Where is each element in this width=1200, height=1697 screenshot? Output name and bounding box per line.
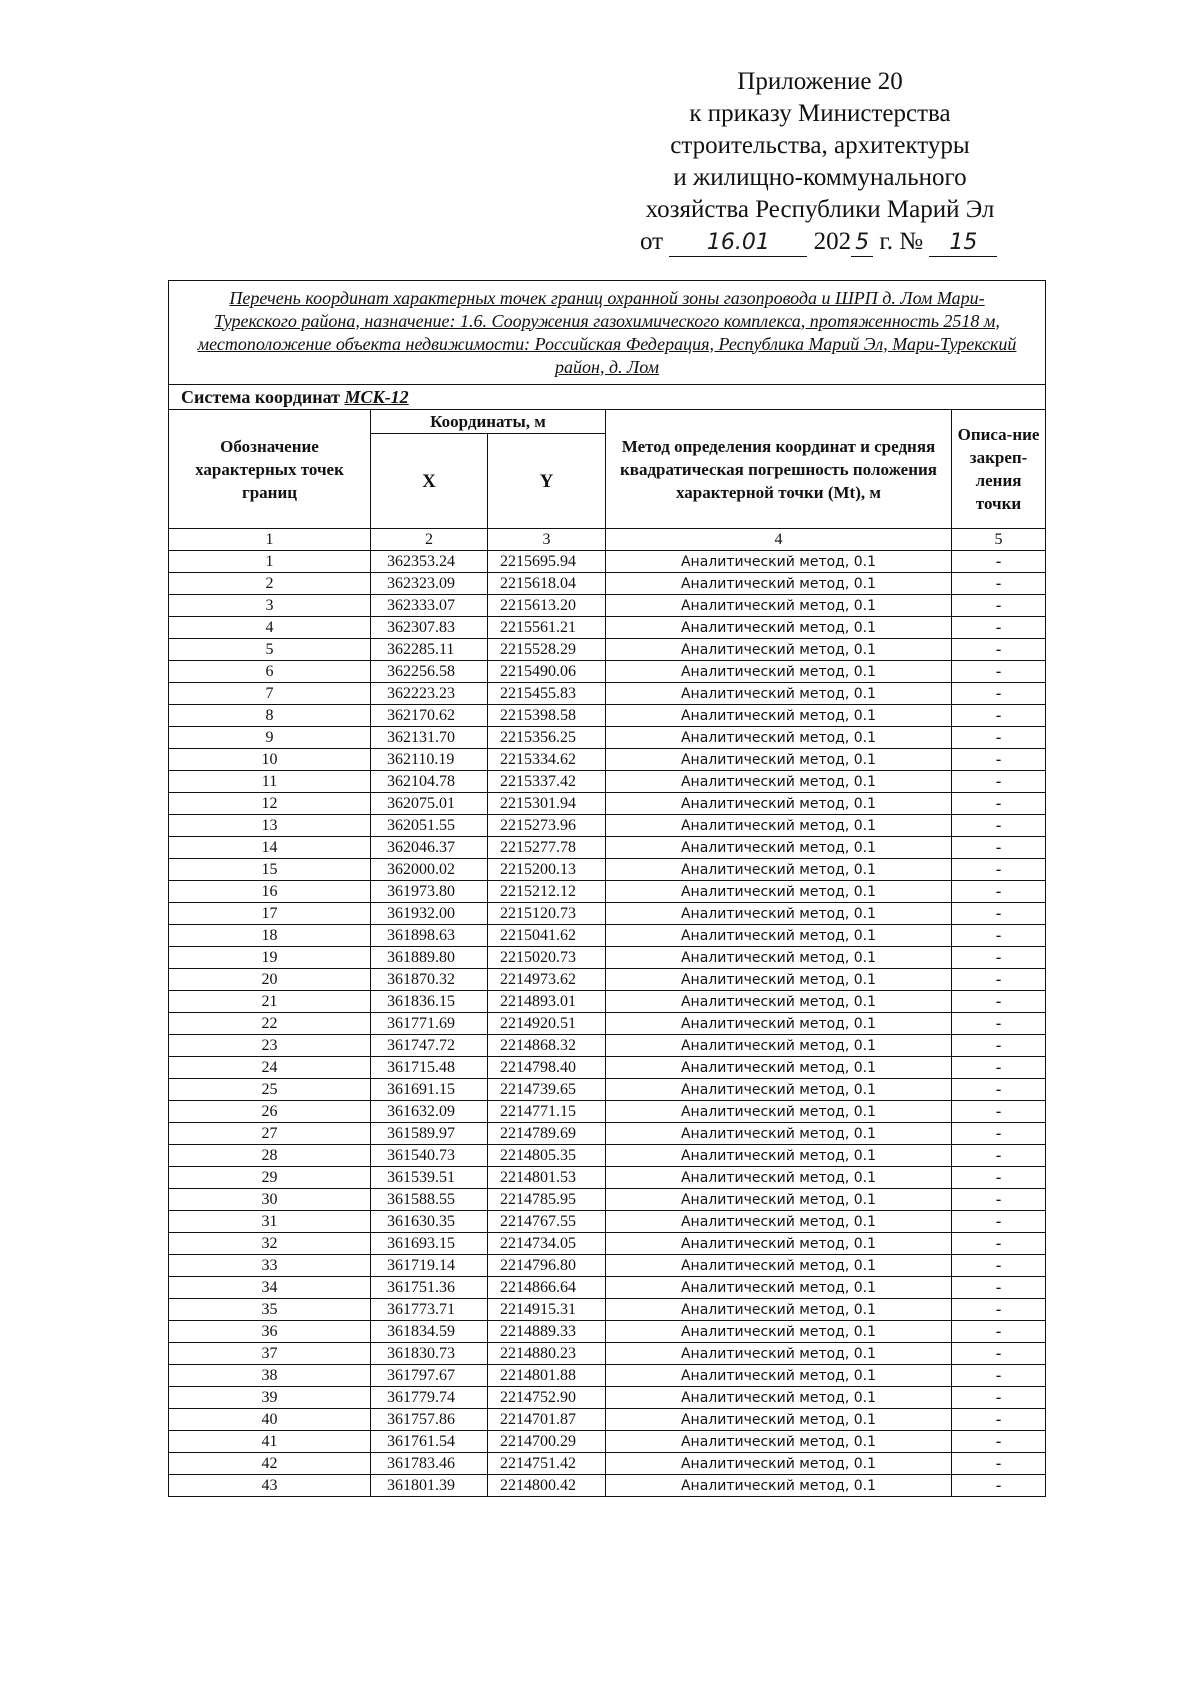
year-prefix: 202	[813, 228, 852, 255]
point-number: 13	[169, 815, 371, 837]
table-row	[169, 859, 1046, 881]
method-cell: Аналитический метод, 0.1	[606, 1365, 952, 1387]
method-cell: Аналитический метод, 0.1	[606, 1387, 952, 1409]
date-prefix: от	[640, 228, 664, 255]
description-cell: -	[952, 595, 1046, 617]
point-number: 40	[169, 1409, 371, 1431]
y-coordinate: 2215618.04	[488, 573, 606, 595]
system-value: МСК-12	[344, 386, 409, 407]
x-coordinate: 361761.54	[371, 1431, 488, 1453]
description-cell: -	[952, 1365, 1046, 1387]
point-number: 21	[169, 991, 371, 1013]
y-coordinate: 2214701.87	[488, 1409, 606, 1431]
description-cell: -	[952, 925, 1046, 947]
description-cell: -	[952, 1299, 1046, 1321]
handwritten-order-number: 15	[929, 230, 997, 257]
table-row	[169, 1167, 1046, 1189]
point-number: 31	[169, 1211, 371, 1233]
point-number: 1	[169, 551, 371, 573]
description-cell: -	[952, 1409, 1046, 1431]
description-cell: -	[952, 837, 1046, 859]
handwritten-date: 16.01	[669, 230, 807, 257]
y-coordinate: 2215212.12	[488, 881, 606, 903]
method-cell: Аналитический метод, 0.1	[606, 1013, 952, 1035]
y-coordinate: 2214973.62	[488, 969, 606, 991]
y-coordinate: 2214739.65	[488, 1079, 606, 1101]
description-cell: -	[952, 1453, 1046, 1475]
y-coordinate: 2215273.96	[488, 815, 606, 837]
header-line-ministry: строительства, архитектуры	[670, 132, 970, 159]
table-row	[169, 1365, 1046, 1387]
point-number: 20	[169, 969, 371, 991]
table-title: Перечень координат характерных точек границ охранной зоны газопровода и ШРП д. Лом Мари-Турекского района, назначение: 1.6. Сооружения газохимического комплекса, протяженность 2518 м, местоположение объекта недвижимости: Российская Федерация, Республика Марий Эл, Мари-Турекский район, д. Лом	[169, 281, 1046, 385]
x-coordinate: 362075.01	[371, 793, 488, 815]
y-coordinate: 2214920.51	[488, 1013, 606, 1035]
x-coordinate: 362223.23	[371, 683, 488, 705]
table-row	[169, 771, 1046, 793]
x-coordinate: 362110.19	[371, 749, 488, 771]
table-row	[169, 1387, 1046, 1409]
description-cell: -	[952, 727, 1046, 749]
table-row	[169, 1409, 1046, 1431]
y-coordinate: 2215200.13	[488, 859, 606, 881]
table-row	[169, 1453, 1046, 1475]
point-number: 17	[169, 903, 371, 925]
header-method: Метод определения координат и средняя квадратическая погрешность положения характерной точки (Mt), м	[606, 410, 952, 529]
x-coordinate: 361870.32	[371, 969, 488, 991]
method-cell: Аналитический метод, 0.1	[606, 1101, 952, 1123]
y-coordinate: 2215490.06	[488, 661, 606, 683]
y-coordinate: 2214915.31	[488, 1299, 606, 1321]
method-cell: Аналитический метод, 0.1	[606, 1255, 952, 1277]
y-coordinate: 2214805.35	[488, 1145, 606, 1167]
description-cell: -	[952, 947, 1046, 969]
point-number: 14	[169, 837, 371, 859]
method-cell: Аналитический метод, 0.1	[606, 793, 952, 815]
description-cell: -	[952, 1101, 1046, 1123]
header-line-order: к приказу Министерства	[689, 100, 951, 127]
table-row	[169, 1101, 1046, 1123]
point-number: 4	[169, 617, 371, 639]
y-coordinate: 2214868.32	[488, 1035, 606, 1057]
method-cell: Аналитический метод, 0.1	[606, 1453, 952, 1475]
description-cell: -	[952, 1277, 1046, 1299]
x-coordinate: 362353.24	[371, 551, 488, 573]
y-coordinate: 2215356.25	[488, 727, 606, 749]
point-number: 5	[169, 639, 371, 661]
header-line-appendix: Приложение 20	[737, 68, 903, 95]
description-cell: -	[952, 1079, 1046, 1101]
method-cell: Аналитический метод, 0.1	[606, 1211, 952, 1233]
table-row	[169, 1189, 1046, 1211]
method-cell: Аналитический метод, 0.1	[606, 859, 952, 881]
x-coordinate: 362323.09	[371, 573, 488, 595]
system-label: Система координат	[181, 386, 340, 407]
y-coordinate: 2214801.53	[488, 1167, 606, 1189]
y-coordinate: 2214880.23	[488, 1343, 606, 1365]
point-number: 36	[169, 1321, 371, 1343]
table-row	[169, 881, 1046, 903]
table-row	[169, 727, 1046, 749]
table-row	[169, 1321, 1046, 1343]
method-cell: Аналитический метод, 0.1	[606, 881, 952, 903]
point-number: 30	[169, 1189, 371, 1211]
method-cell: Аналитический метод, 0.1	[606, 617, 952, 639]
point-number: 18	[169, 925, 371, 947]
y-coordinate: 2215041.62	[488, 925, 606, 947]
point-number: 29	[169, 1167, 371, 1189]
x-coordinate: 361836.15	[371, 991, 488, 1013]
coordinate-system	[169, 385, 1046, 410]
method-cell: Аналитический метод, 0.1	[606, 705, 952, 727]
method-cell: Аналитический метод, 0.1	[606, 1475, 952, 1497]
point-number: 38	[169, 1365, 371, 1387]
x-coordinate: 361783.46	[371, 1453, 488, 1475]
table-row	[169, 1145, 1046, 1167]
x-coordinate: 362285.11	[371, 639, 488, 661]
y-coordinate: 2214866.64	[488, 1277, 606, 1299]
point-number: 6	[169, 661, 371, 683]
description-cell: -	[952, 793, 1046, 815]
column-number: 1	[169, 529, 371, 551]
point-number: 7	[169, 683, 371, 705]
description-cell: -	[952, 1431, 1046, 1453]
point-number: 28	[169, 1145, 371, 1167]
point-number: 23	[169, 1035, 371, 1057]
y-coordinate: 2215337.42	[488, 771, 606, 793]
description-cell: -	[952, 749, 1046, 771]
description-cell: -	[952, 1255, 1046, 1277]
description-cell: -	[952, 1321, 1046, 1343]
y-coordinate: 2215020.73	[488, 947, 606, 969]
point-number: 3	[169, 595, 371, 617]
column-number: 3	[488, 529, 606, 551]
method-cell: Аналитический метод, 0.1	[606, 1299, 952, 1321]
x-coordinate: 361801.39	[371, 1475, 488, 1497]
description-cell: -	[952, 1035, 1046, 1057]
x-coordinate: 361589.97	[371, 1123, 488, 1145]
x-coordinate: 362051.55	[371, 815, 488, 837]
method-cell: Аналитический метод, 0.1	[606, 1057, 952, 1079]
method-cell: Аналитический метод, 0.1	[606, 1233, 952, 1255]
table-row	[169, 1233, 1046, 1255]
description-cell: -	[952, 1167, 1046, 1189]
method-cell: Аналитический метод, 0.1	[606, 837, 952, 859]
year-suffix: г. №	[879, 228, 924, 255]
x-coordinate: 361973.80	[371, 881, 488, 903]
point-number: 35	[169, 1299, 371, 1321]
description-cell: -	[952, 639, 1046, 661]
method-cell: Аналитический метод, 0.1	[606, 727, 952, 749]
table-row	[169, 947, 1046, 969]
table-row	[169, 551, 1046, 573]
coordinates-table	[168, 280, 1046, 1497]
header-date-line	[590, 226, 1050, 258]
method-cell: Аналитический метод, 0.1	[606, 749, 952, 771]
point-number: 37	[169, 1343, 371, 1365]
description-cell: -	[952, 881, 1046, 903]
point-number: 8	[169, 705, 371, 727]
table-row	[169, 1343, 1046, 1365]
x-coordinate: 362170.62	[371, 705, 488, 727]
method-cell: Аналитический метод, 0.1	[606, 1035, 952, 1057]
method-cell: Аналитический метод, 0.1	[606, 815, 952, 837]
x-coordinate: 361715.48	[371, 1057, 488, 1079]
point-number: 12	[169, 793, 371, 815]
header-y: Y	[488, 434, 606, 529]
x-coordinate: 361757.86	[371, 1409, 488, 1431]
description-cell: -	[952, 705, 1046, 727]
handwritten-year-digit: 5	[851, 230, 873, 257]
column-number-row	[169, 529, 1046, 551]
y-coordinate: 2214789.69	[488, 1123, 606, 1145]
description-cell: -	[952, 683, 1046, 705]
y-coordinate: 2214800.42	[488, 1475, 606, 1497]
column-number: 5	[952, 529, 1046, 551]
y-coordinate: 2215528.29	[488, 639, 606, 661]
x-coordinate: 361834.59	[371, 1321, 488, 1343]
x-coordinate: 361830.73	[371, 1343, 488, 1365]
method-cell: Аналитический метод, 0.1	[606, 1189, 952, 1211]
point-number: 43	[169, 1475, 371, 1497]
point-number: 9	[169, 727, 371, 749]
method-cell: Аналитический метод, 0.1	[606, 1343, 952, 1365]
description-cell: -	[952, 1475, 1046, 1497]
system-row	[169, 385, 1046, 410]
description-cell: -	[952, 1057, 1046, 1079]
method-cell: Аналитический метод, 0.1	[606, 991, 952, 1013]
y-coordinate: 2214771.15	[488, 1101, 606, 1123]
x-coordinate: 362307.83	[371, 617, 488, 639]
method-cell: Аналитический метод, 0.1	[606, 1145, 952, 1167]
point-number: 33	[169, 1255, 371, 1277]
x-coordinate: 361747.72	[371, 1035, 488, 1057]
point-number: 2	[169, 573, 371, 595]
method-cell: Аналитический метод, 0.1	[606, 947, 952, 969]
table-row	[169, 1299, 1046, 1321]
header-coordinates: Координаты, м	[371, 410, 606, 434]
y-coordinate: 2215277.78	[488, 837, 606, 859]
y-coordinate: 2214734.05	[488, 1233, 606, 1255]
description-cell: -	[952, 1189, 1046, 1211]
point-number: 19	[169, 947, 371, 969]
table-row	[169, 683, 1046, 705]
method-cell: Аналитический метод, 0.1	[606, 1277, 952, 1299]
method-cell: Аналитический метод, 0.1	[606, 925, 952, 947]
x-coordinate: 361889.80	[371, 947, 488, 969]
y-coordinate: 2215120.73	[488, 903, 606, 925]
y-coordinate: 2214796.80	[488, 1255, 606, 1277]
point-number: 16	[169, 881, 371, 903]
y-coordinate: 2214889.33	[488, 1321, 606, 1343]
table-row	[169, 573, 1046, 595]
x-coordinate: 361932.00	[371, 903, 488, 925]
method-cell: Аналитический метод, 0.1	[606, 903, 952, 925]
method-cell: Аналитический метод, 0.1	[606, 683, 952, 705]
y-coordinate: 2214752.90	[488, 1387, 606, 1409]
y-coordinate: 2215398.58	[488, 705, 606, 727]
method-cell: Аналитический метод, 0.1	[606, 639, 952, 661]
x-coordinate: 361691.15	[371, 1079, 488, 1101]
point-number: 32	[169, 1233, 371, 1255]
table-row	[169, 1079, 1046, 1101]
description-cell: -	[952, 573, 1046, 595]
column-number: 2	[371, 529, 488, 551]
point-number: 25	[169, 1079, 371, 1101]
header-line-republic: хозяйства Республики Марий Эл	[645, 196, 995, 223]
table-row	[169, 1035, 1046, 1057]
x-coordinate: 362046.37	[371, 837, 488, 859]
header-line-housing: и жилищно-коммунального	[673, 164, 967, 191]
method-cell: Аналитический метод, 0.1	[606, 1167, 952, 1189]
x-coordinate: 362333.07	[371, 595, 488, 617]
table-row	[169, 1013, 1046, 1035]
point-number: 24	[169, 1057, 371, 1079]
method-cell: Аналитический метод, 0.1	[606, 1321, 952, 1343]
y-coordinate: 2215695.94	[488, 551, 606, 573]
point-number: 39	[169, 1387, 371, 1409]
method-cell: Аналитический метод, 0.1	[606, 771, 952, 793]
header-row-1	[169, 410, 1046, 434]
x-coordinate: 361588.55	[371, 1189, 488, 1211]
y-coordinate: 2215334.62	[488, 749, 606, 771]
description-cell: -	[952, 551, 1046, 573]
description-cell: -	[952, 1145, 1046, 1167]
header-x: X	[371, 434, 488, 529]
x-coordinate: 362256.58	[371, 661, 488, 683]
table-row	[169, 815, 1046, 837]
point-number: 11	[169, 771, 371, 793]
column-number: 4	[606, 529, 952, 551]
table-row	[169, 1255, 1046, 1277]
method-cell: Аналитический метод, 0.1	[606, 1431, 952, 1453]
header-description: Описа-ние закреп-ления точки	[952, 410, 1046, 529]
table-row	[169, 639, 1046, 661]
method-cell: Аналитический метод, 0.1	[606, 661, 952, 683]
table-row	[169, 705, 1046, 727]
y-coordinate: 2214751.42	[488, 1453, 606, 1475]
method-cell: Аналитический метод, 0.1	[606, 551, 952, 573]
x-coordinate: 361719.14	[371, 1255, 488, 1277]
description-cell: -	[952, 1387, 1046, 1409]
x-coordinate: 361773.71	[371, 1299, 488, 1321]
y-coordinate: 2214893.01	[488, 991, 606, 1013]
table-row	[169, 903, 1046, 925]
table-row	[169, 1123, 1046, 1145]
table-row	[169, 991, 1046, 1013]
x-coordinate: 362131.70	[371, 727, 488, 749]
description-cell: -	[952, 1343, 1046, 1365]
x-coordinate: 361771.69	[371, 1013, 488, 1035]
description-cell: -	[952, 617, 1046, 639]
method-cell: Аналитический метод, 0.1	[606, 969, 952, 991]
point-number: 26	[169, 1101, 371, 1123]
method-cell: Аналитический метод, 0.1	[606, 1123, 952, 1145]
description-cell: -	[952, 1211, 1046, 1233]
x-coordinate: 361797.67	[371, 1365, 488, 1387]
description-cell: -	[952, 991, 1046, 1013]
y-coordinate: 2214798.40	[488, 1057, 606, 1079]
table-row	[169, 617, 1046, 639]
x-coordinate: 361751.36	[371, 1277, 488, 1299]
table-row	[169, 661, 1046, 683]
point-number: 34	[169, 1277, 371, 1299]
description-cell: -	[952, 903, 1046, 925]
method-cell: Аналитический метод, 0.1	[606, 595, 952, 617]
description-cell: -	[952, 1123, 1046, 1145]
table-row	[169, 1057, 1046, 1079]
point-number: 42	[169, 1453, 371, 1475]
method-cell: Аналитический метод, 0.1	[606, 1409, 952, 1431]
x-coordinate: 362000.02	[371, 859, 488, 881]
table-row	[169, 595, 1046, 617]
y-coordinate: 2214700.29	[488, 1431, 606, 1453]
description-cell: -	[952, 1013, 1046, 1035]
point-number: 41	[169, 1431, 371, 1453]
x-coordinate: 362104.78	[371, 771, 488, 793]
y-coordinate: 2214785.95	[488, 1189, 606, 1211]
y-coordinate: 2215301.94	[488, 793, 606, 815]
description-cell: -	[952, 815, 1046, 837]
method-cell: Аналитический метод, 0.1	[606, 1079, 952, 1101]
x-coordinate: 361540.73	[371, 1145, 488, 1167]
y-coordinate: 2214767.55	[488, 1211, 606, 1233]
description-cell: -	[952, 969, 1046, 991]
table-row	[169, 925, 1046, 947]
y-coordinate: 2215455.83	[488, 683, 606, 705]
x-coordinate: 361779.74	[371, 1387, 488, 1409]
y-coordinate: 2215561.21	[488, 617, 606, 639]
table-row	[169, 1277, 1046, 1299]
table-row	[169, 837, 1046, 859]
point-number: 10	[169, 749, 371, 771]
description-cell: -	[952, 1233, 1046, 1255]
table-row	[169, 1211, 1046, 1233]
method-cell: Аналитический метод, 0.1	[606, 573, 952, 595]
description-cell: -	[952, 661, 1046, 683]
header-point-designation: Обозначение характерных точек границ	[169, 410, 371, 529]
point-number: 22	[169, 1013, 371, 1035]
point-number: 27	[169, 1123, 371, 1145]
point-number: 15	[169, 859, 371, 881]
title-row	[169, 281, 1046, 385]
y-coordinate: 2214801.88	[488, 1365, 606, 1387]
table-row	[169, 793, 1046, 815]
x-coordinate: 361632.09	[371, 1101, 488, 1123]
x-coordinate: 361693.15	[371, 1233, 488, 1255]
y-coordinate: 2215613.20	[488, 595, 606, 617]
table-row	[169, 1431, 1046, 1453]
table-row	[169, 1475, 1046, 1497]
document-header	[590, 66, 1050, 258]
description-cell: -	[952, 771, 1046, 793]
x-coordinate: 361898.63	[371, 925, 488, 947]
description-cell: -	[952, 859, 1046, 881]
x-coordinate: 361630.35	[371, 1211, 488, 1233]
x-coordinate: 361539.51	[371, 1167, 488, 1189]
table-row	[169, 969, 1046, 991]
table-row	[169, 749, 1046, 771]
